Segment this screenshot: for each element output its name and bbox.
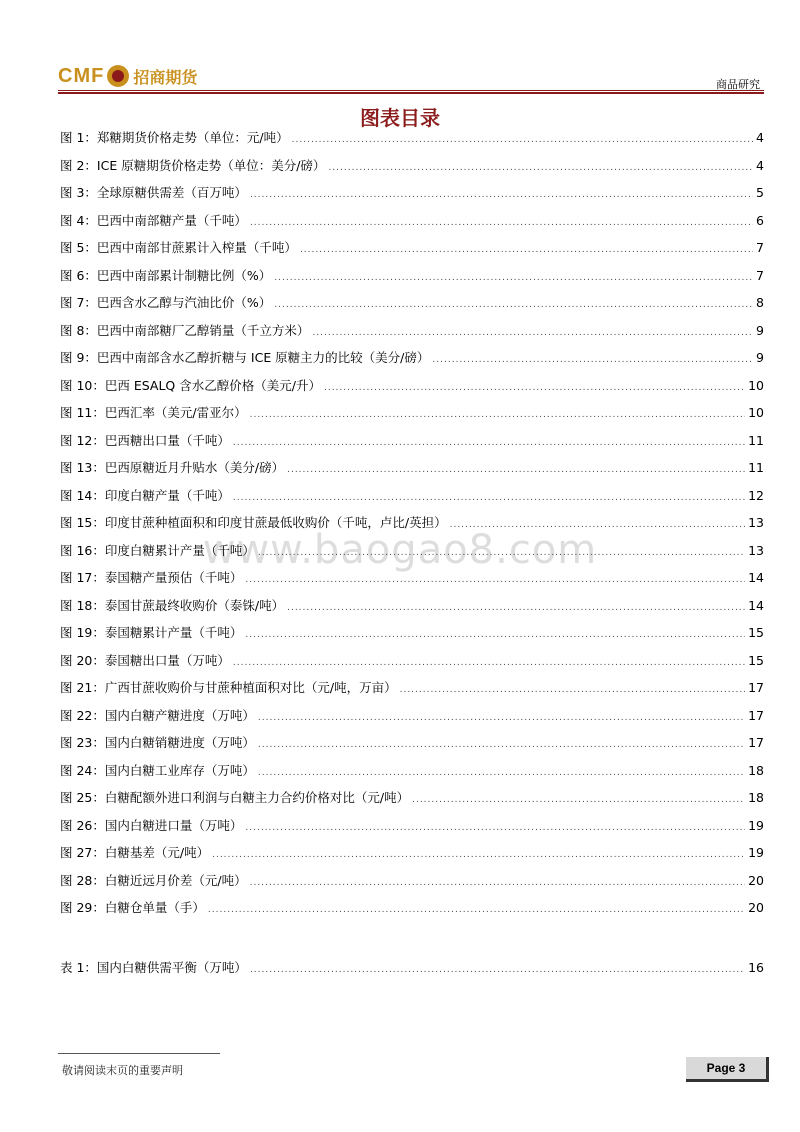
toc-entry-label[interactable]: 图 26：国内白糖进口量（万吨） (60, 817, 243, 833)
toc-entry-page[interactable]: 20 (748, 900, 764, 915)
toc-entry[interactable] (60, 898, 764, 926)
toc-entry-page[interactable]: 12 (748, 487, 764, 503)
toc-entry-page[interactable]: 17 (748, 735, 764, 750)
toc-entry[interactable] (60, 651, 764, 679)
toc-entry-page[interactable]: 11 (748, 460, 764, 475)
toc-entry-label[interactable]: 图 28：白糖近远月价差（元/吨） (60, 872, 247, 888)
toc-leader-dots (245, 575, 745, 585)
toc-entry-page[interactable]: 11 (748, 432, 764, 448)
toc-entry[interactable] (60, 596, 764, 624)
toc-entry[interactable] (60, 431, 764, 459)
toc-entry-page[interactable]: 14 (748, 570, 764, 585)
toc-entry-label[interactable]: 图 2：ICE 原糖期货价格走势（单位：美分/磅） (60, 157, 326, 173)
logo-mark-icon (107, 65, 129, 87)
watermark: www.baogao8.com (202, 527, 598, 573)
toc-entry[interactable] (60, 513, 764, 541)
toc-leader-dots (233, 658, 745, 668)
toc-entry-label[interactable]: 图 16：印度白糖累计产量（千吨） (60, 542, 255, 558)
toc-entry-label[interactable]: 图 23：国内白糖销糖进度（万吨） (60, 735, 255, 750)
toc-leader-dots (258, 740, 745, 750)
toc-entry-label[interactable]: 图 19：泰国糖累计产量（千吨） (60, 625, 243, 640)
toc-entry[interactable] (60, 568, 764, 596)
toc-entry-page[interactable]: 4 (756, 130, 764, 145)
toc-leader-dots (258, 768, 745, 778)
toc-entry-label[interactable]: 表 1：国内白糖供需平衡（万吨） (60, 960, 247, 975)
toc-entry-page[interactable]: 16 (748, 960, 764, 975)
toc-entry-label[interactable]: 图 6：巴西中南部累计制糖比例（%） (60, 267, 272, 283)
toc-entry-label[interactable]: 图 24：国内白糖工业库存（万吨） (60, 762, 255, 778)
toc-leader-dots (258, 713, 745, 723)
toc-leader-dots (328, 163, 753, 173)
toc-entry-label[interactable]: 图 11：巴西汇率（美元/雷亚尔） (60, 405, 247, 420)
toc-entry-page[interactable]: 10 (748, 405, 764, 420)
page-header (58, 56, 764, 92)
toc-entry-page[interactable]: 15 (748, 652, 764, 668)
toc-entry[interactable] (60, 211, 764, 239)
toc-entry-label[interactable]: 图 17：泰国糖产量预估（千吨） (60, 570, 243, 585)
company-logo (58, 62, 197, 90)
toc-entry-label[interactable]: 图 3：全球原糖供需差（百万吨） (60, 185, 247, 200)
toc-entry[interactable] (60, 486, 764, 514)
toc-entry-label[interactable]: 图 5：巴西中南部甘蔗累计入榨量（千吨） (60, 240, 297, 255)
toc-entry-label[interactable]: 图 15：印度甘蔗种植面积和印度甘蔗最低收购价（千吨，卢比/英担） (60, 515, 447, 530)
toc-entry[interactable] (60, 733, 764, 761)
toc-entry-page[interactable]: 5 (756, 185, 764, 200)
toc-leader-dots (432, 355, 753, 365)
toc-entry[interactable] (60, 348, 764, 376)
toc-entry[interactable] (60, 871, 764, 899)
toc-entry-label[interactable]: 图 20：泰国糖出口量（万吨） (60, 652, 230, 668)
toc-entry-page[interactable]: 13 (748, 515, 764, 530)
toc-entry[interactable] (60, 788, 764, 816)
toc-entry-label[interactable]: 图 4：巴西中南部糖产量（千吨） (60, 212, 247, 228)
toc-entry-page[interactable]: 17 (748, 707, 764, 723)
toc-leader-dots (412, 795, 745, 805)
toc-leader-dots (250, 965, 745, 975)
toc-entry[interactable] (60, 128, 764, 156)
toc-entry-page[interactable]: 7 (756, 267, 764, 283)
toc-entry[interactable] (60, 458, 764, 486)
toc-entry-label[interactable]: 图 29：白糖仓单量（手） (60, 900, 205, 915)
toc-entry[interactable] (60, 376, 764, 404)
toc-leader-dots (450, 520, 746, 530)
logo-text: CMF (58, 64, 105, 87)
toc-entry-label[interactable]: 图 27：白糖基差（元/吨） (60, 845, 210, 860)
toc-entry-page[interactable]: 4 (756, 157, 764, 173)
toc-entry[interactable] (60, 238, 764, 266)
toc-entry-label[interactable]: 图 14：印度白糖产量（千吨） (60, 487, 230, 503)
toc-entry-label[interactable]: 图 12：巴西糖出口量（千吨） (60, 432, 230, 448)
page-title: 图表目录 (360, 106, 440, 130)
toc-entry-page[interactable]: 19 (748, 817, 764, 833)
toc-leader-dots (324, 383, 745, 393)
toc-leader-dots (287, 603, 745, 613)
toc-entry-label[interactable]: 图 13：巴西原糖近月升贴水（美分/磅） (60, 460, 285, 475)
toc-entry-page[interactable]: 18 (748, 790, 764, 805)
toc-entry-page[interactable]: 14 (748, 597, 764, 613)
toc-entry[interactable] (60, 706, 764, 734)
toc-leader-dots (245, 630, 745, 640)
toc-entry-page[interactable]: 19 (748, 845, 764, 860)
toc-entry-label[interactable]: 图 22：国内白糖产糖进度（万吨） (60, 707, 255, 723)
toc-entry-page[interactable]: 9 (756, 350, 764, 365)
toc-leader-dots (233, 493, 745, 503)
toc-entry-label[interactable]: 图 25：白糖配额外进口利润与白糖主力合约价格对比（元/吨） (60, 790, 410, 805)
toc-leader-dots (292, 135, 753, 145)
toc-entry[interactable] (60, 958, 764, 986)
toc-leader-dots (208, 905, 745, 915)
toc-entry[interactable] (60, 321, 764, 349)
toc-leader-dots (312, 328, 753, 338)
section-label: 商品研究 (716, 78, 760, 91)
table-list (60, 958, 764, 986)
toc-entry-page[interactable]: 15 (748, 625, 764, 640)
toc-entry-label[interactable]: 图 18：泰国甘蔗最终收购价（泰铢/吨） (60, 597, 285, 613)
toc-entry[interactable] (60, 623, 764, 651)
toc-entry-page[interactable]: 17 (748, 680, 764, 695)
toc-entry[interactable] (60, 541, 764, 569)
toc-entry[interactable] (60, 183, 764, 211)
toc-entry-page[interactable]: 6 (756, 212, 764, 228)
toc-entry-label[interactable]: 图 9：巴西中南部含水乙醇折糖与 ICE 原糖主力的比较（美分/磅） (60, 350, 430, 365)
toc-leader-dots (250, 218, 753, 228)
toc-entry[interactable] (60, 678, 764, 706)
toc-entry[interactable] (60, 266, 764, 294)
toc-entry-label[interactable]: 图 8：巴西中南部糖厂乙醇销量（千立方米） (60, 322, 310, 338)
toc-leader-dots (274, 300, 753, 310)
footer-divider (58, 1053, 220, 1054)
toc-entry[interactable] (60, 403, 764, 431)
figure-list (60, 128, 764, 926)
toc-entry-page[interactable]: 7 (756, 240, 764, 255)
toc-leader-dots (250, 190, 753, 200)
toc-leader-dots (233, 438, 745, 448)
toc-entry[interactable] (60, 293, 764, 321)
page-number-badge: Page 3 (686, 1057, 769, 1082)
toc-entry-page[interactable]: 18 (748, 762, 764, 778)
toc-leader-dots (212, 850, 745, 860)
toc-entry[interactable] (60, 816, 764, 844)
toc-entry-page[interactable]: 10 (748, 377, 764, 393)
logo-chinese-name: 招商期货 (133, 67, 198, 87)
toc-entry-page[interactable]: 13 (748, 542, 764, 558)
toc-entry-page[interactable]: 20 (748, 872, 764, 888)
footer-disclaimer: 敬请阅读末页的重要声明 (62, 1064, 183, 1077)
toc-leader-dots (250, 878, 746, 888)
toc-entry-page[interactable]: 8 (756, 295, 764, 310)
toc-entry-label[interactable]: 图 7：巴西含水乙醇与汽油比价（%） (60, 295, 272, 310)
toc-leader-dots (258, 548, 745, 558)
toc-leader-dots (300, 245, 753, 255)
toc-leader-dots (245, 823, 745, 833)
header-divider (58, 90, 764, 91)
toc-entry-label[interactable]: 图 21：广西甘蔗收购价与甘蔗种植面积对比（元/吨，万亩） (60, 680, 397, 695)
header-divider-thick (58, 92, 764, 94)
toc-leader-dots (250, 410, 746, 420)
toc-entry[interactable] (60, 761, 764, 789)
toc-leader-dots (274, 273, 753, 283)
toc-entry-label[interactable]: 图 10：巴西 ESALQ 含水乙醇价格（美元/升） (60, 377, 321, 393)
toc-entry-label[interactable]: 图 1：郑糖期货价格走势（单位：元/吨） (60, 130, 289, 145)
toc-entry-page[interactable]: 9 (756, 322, 764, 338)
toc-leader-dots (400, 685, 746, 695)
toc-leader-dots (287, 465, 745, 475)
toc-entry[interactable] (60, 156, 764, 184)
toc-entry[interactable] (60, 843, 764, 871)
